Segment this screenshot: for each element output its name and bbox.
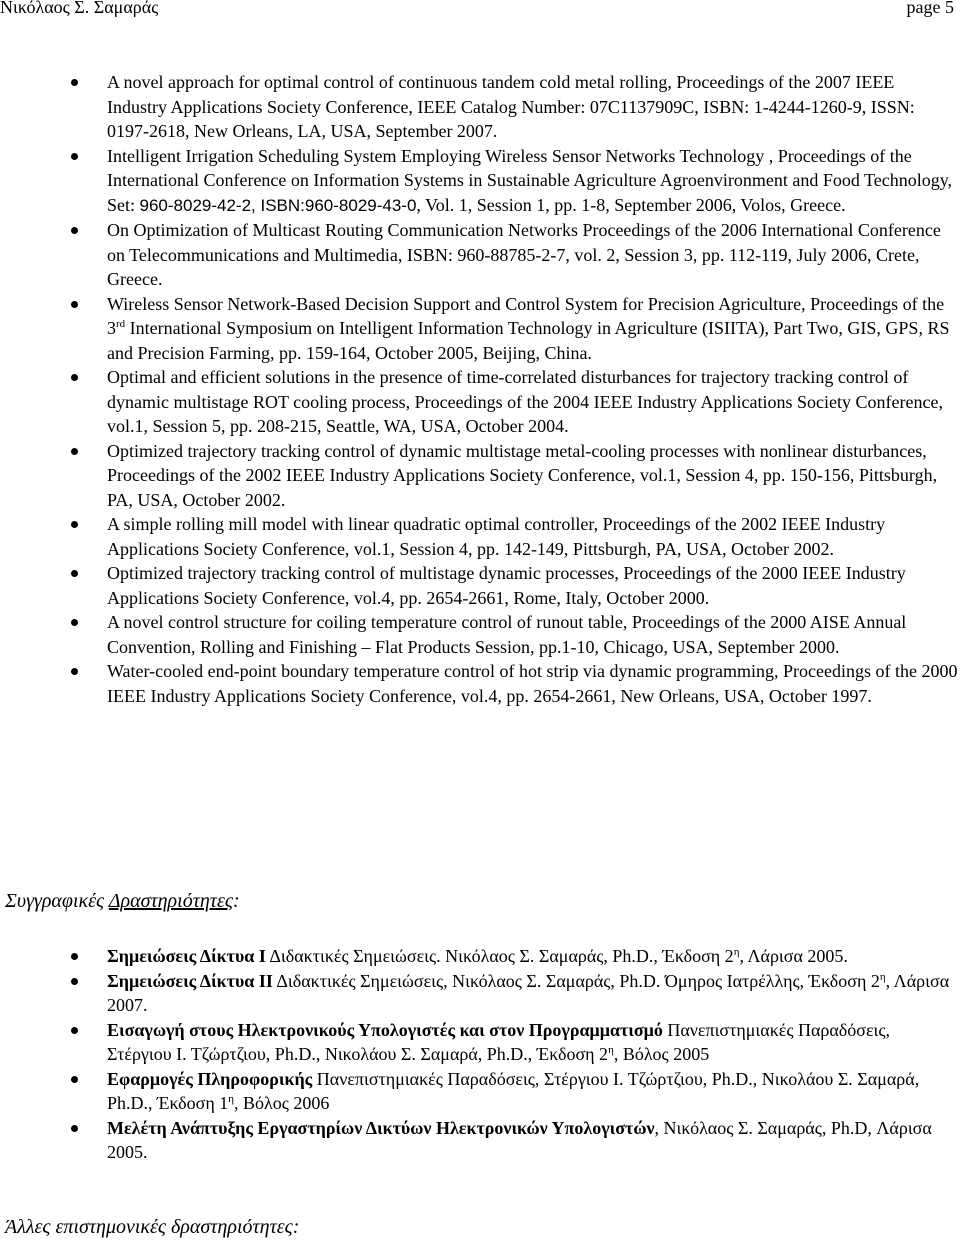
bullet-icon: [71, 153, 78, 160]
writing-text: , Λάρισα 2005.: [739, 946, 848, 966]
writing-title: Μελέτη Ανάπτυξης Εργαστηρίων Δικτύων Ηλεκτρονικών Υπολογιστών: [107, 1117, 655, 1138]
writing-text: Διδακτικές Σημειώσεις, Νικόλαος Σ. Σαμαράς, Ph.D. Όμηρος Ιατρέλλης, Έκδοση 2: [272, 970, 880, 991]
list-item: [0, 561, 960, 610]
list-item: [0, 512, 960, 561]
list-item: [0, 659, 960, 708]
bullet-icon: [71, 953, 78, 960]
writing-title: Εισαγωγή στους Ηλεκτρονικούς Υπολογιστές και στον Προγραμματισμό: [107, 1019, 663, 1040]
publication-text: A novel approach for optimal control of continuous tandem cold metal rolling, Proceedings of the 2007 IEEE Industry Applications Society Conference, IEEE Catalog Number: 07C1137909C, ISBN: 1-4244-1260-9, ISSN: 0197-2618, New Orleans, LA, USA, September 2007.: [107, 72, 915, 141]
bullet-icon: [71, 1027, 78, 1034]
writing-text: Πανεπιστημιακές Παραδόσεις, Στέργιου Ι. Τζώρτζιου, Ph.D., Νικολάου Σ. Σαμαρά, Ph.D., Έκδοση 2: [107, 1019, 891, 1064]
publication-text: Intelligent Irrigation Scheduling System Employing Wireless Sensor Networks Technology , Proceedings of the International Conference on Information Systems in Sustainable Agriculture Agroenvironment and Food Technology, Set:: [107, 145, 953, 215]
list-item: [0, 944, 960, 969]
superscript: η: [733, 946, 740, 958]
bullet-icon: [71, 619, 78, 626]
publication-text: Optimal and efficient solutions in the presence of time-correlated disturbances for trajectory tracking control of dynamic multistage ROT cooling process, Proceedings of the 2004 IEEE Industry Applications Society Conference, vol.1, Session 5, pp. 208-215, Seattle, WA, USA, October 2004.: [107, 367, 943, 436]
bullet-icon: [71, 668, 78, 675]
list-item: [0, 292, 960, 366]
publication-text: Optimized trajectory tracking control of dynamic multistage metal-cooling processes with nonlinear disturbances, Proceedings of the 2002 IEEE Industry Applications Society Conference, vol.1, Session 4, pp. 150-156, Pittsburgh, PA, USA, October 2002.: [107, 440, 938, 510]
bullet-icon: [71, 79, 78, 86]
writing-text: , Λάρισα 2007.: [107, 970, 950, 1015]
publication-text: On Optimization of Multicast Routing Communication Networks Proceedings of the 2006 International Conference on Telecommunications and Multimedia, ISBN: 960-88785-2-7, vol. 2, Session 3, pp. 112-119, July 2006, Crete, Greece.: [107, 220, 941, 289]
list-item: [0, 439, 960, 513]
list-item: [0, 1116, 960, 1165]
writing-text: , Νικόλαος Σ. Σαμαράς, Ph.D, Λάρισα 2005.: [107, 1117, 932, 1162]
list-item: [0, 218, 960, 292]
list-item: [0, 610, 960, 659]
publication-text: , Vol. 1, Session 1, pp. 1-8, September 2006, Volos, Greece.: [416, 194, 846, 215]
publication-text: A novel control structure for coiling temperature control of runout table, Proceedings of the 2000 AISE Annual Convention, Rolling and Finishing – Flat Products Session, pp.1-10, Chicago, USA, September 2000.: [107, 612, 907, 657]
writing-text: , Βόλος 2005: [613, 1044, 710, 1064]
bullet-icon: [71, 374, 78, 381]
bullet-icon: [71, 1076, 78, 1083]
list-item: [0, 365, 960, 439]
writing-text: , Βόλος 2006: [234, 1093, 330, 1113]
writing-text: Διδακτικές Σημειώσεις. Νικόλαος Σ. Σαμαράς, Ph.D., Έκδοση 2: [265, 946, 734, 966]
writing-activities-heading: [5, 890, 240, 913]
bullet-icon: [71, 448, 78, 455]
list-item: [0, 1067, 960, 1116]
writing-title: Σημειώσεις Δίκτυα ΙΙ: [107, 970, 273, 991]
list-item: [0, 144, 960, 219]
page-header: [0, 0, 960, 22]
bullet-icon: [71, 978, 78, 985]
heading-part: Συγγραφικές: [5, 890, 109, 912]
publication-text: A simple rolling mill model with linear quadratic optimal controller, Proceedings of the 2002 IEEE Industry Applications Society Conference, vol.1, Session 4, pp. 142-149, Pittsburgh, PA, USA, October 2002.: [107, 514, 886, 559]
other-activities-heading: Άλλες επιστημονικές δραστηριότητες:: [5, 1216, 300, 1238]
writing-text: Πανεπιστημιακές Παραδόσεις, Στέργιου Ι. Τζώρτζιου, Ph.D., Νικολάου Σ. Σαμαρά, Ph.D., Έκδοση 1: [107, 1068, 920, 1113]
superscript: η: [608, 1044, 614, 1056]
list-item: [0, 1018, 960, 1067]
heading-underlined-part: Δραστηριότητες: [108, 890, 233, 912]
bullet-icon: [71, 1125, 78, 1132]
heading-colon: :: [232, 890, 240, 912]
publications-list: [0, 70, 960, 708]
writing-title: Εφαρμογές Πληροφορικής: [107, 1068, 313, 1089]
page-number: page 5: [906, 0, 954, 17]
superscript: η: [228, 1093, 235, 1105]
header-author: Νικόλαος Σ. Σαμαράς: [0, 0, 159, 17]
list-item: [0, 70, 960, 144]
writing-title: Σημειώσεις Δίκτυα Ι: [107, 946, 266, 966]
list-item: [0, 969, 960, 1018]
isbn-text: 960-8029-42-2, ISBN:960-8029-43-0: [139, 195, 417, 215]
publication-text: International Symposium on Intelligent Information Technology in Agriculture (ISIITA), Part Two, GIS, GPS, RS and Precision Farming, pp. 159-164, October 2005, Beijing, China.: [107, 318, 950, 363]
writings-list: [0, 944, 960, 1165]
bullet-icon: [71, 301, 78, 308]
bullet-icon: [71, 227, 78, 234]
superscript: η: [879, 970, 886, 983]
bullet-icon: [71, 570, 78, 577]
superscript: rd: [116, 318, 126, 330]
publication-text: Water-cooled end-point boundary temperature control of hot strip via dynamic programming, Proceedings of the 2000 IEEE Industry Applications Society Conference, vol.4, pp. 2654-2661, New Orleans, USA, October 1997.: [107, 661, 958, 706]
bullet-icon: [71, 521, 78, 528]
publication-text: Optimized trajectory tracking control of multistage dynamic processes, Proceedings of the 2000 IEEE Industry Applications Society Conference, vol.4, pp. 2654-2661, Rome, Italy, October 2000.: [107, 563, 906, 608]
publication-text: Wireless Sensor Network-Based Decision Support and Control System for Precision Agriculture, Proceedings of the 3: [107, 293, 945, 338]
